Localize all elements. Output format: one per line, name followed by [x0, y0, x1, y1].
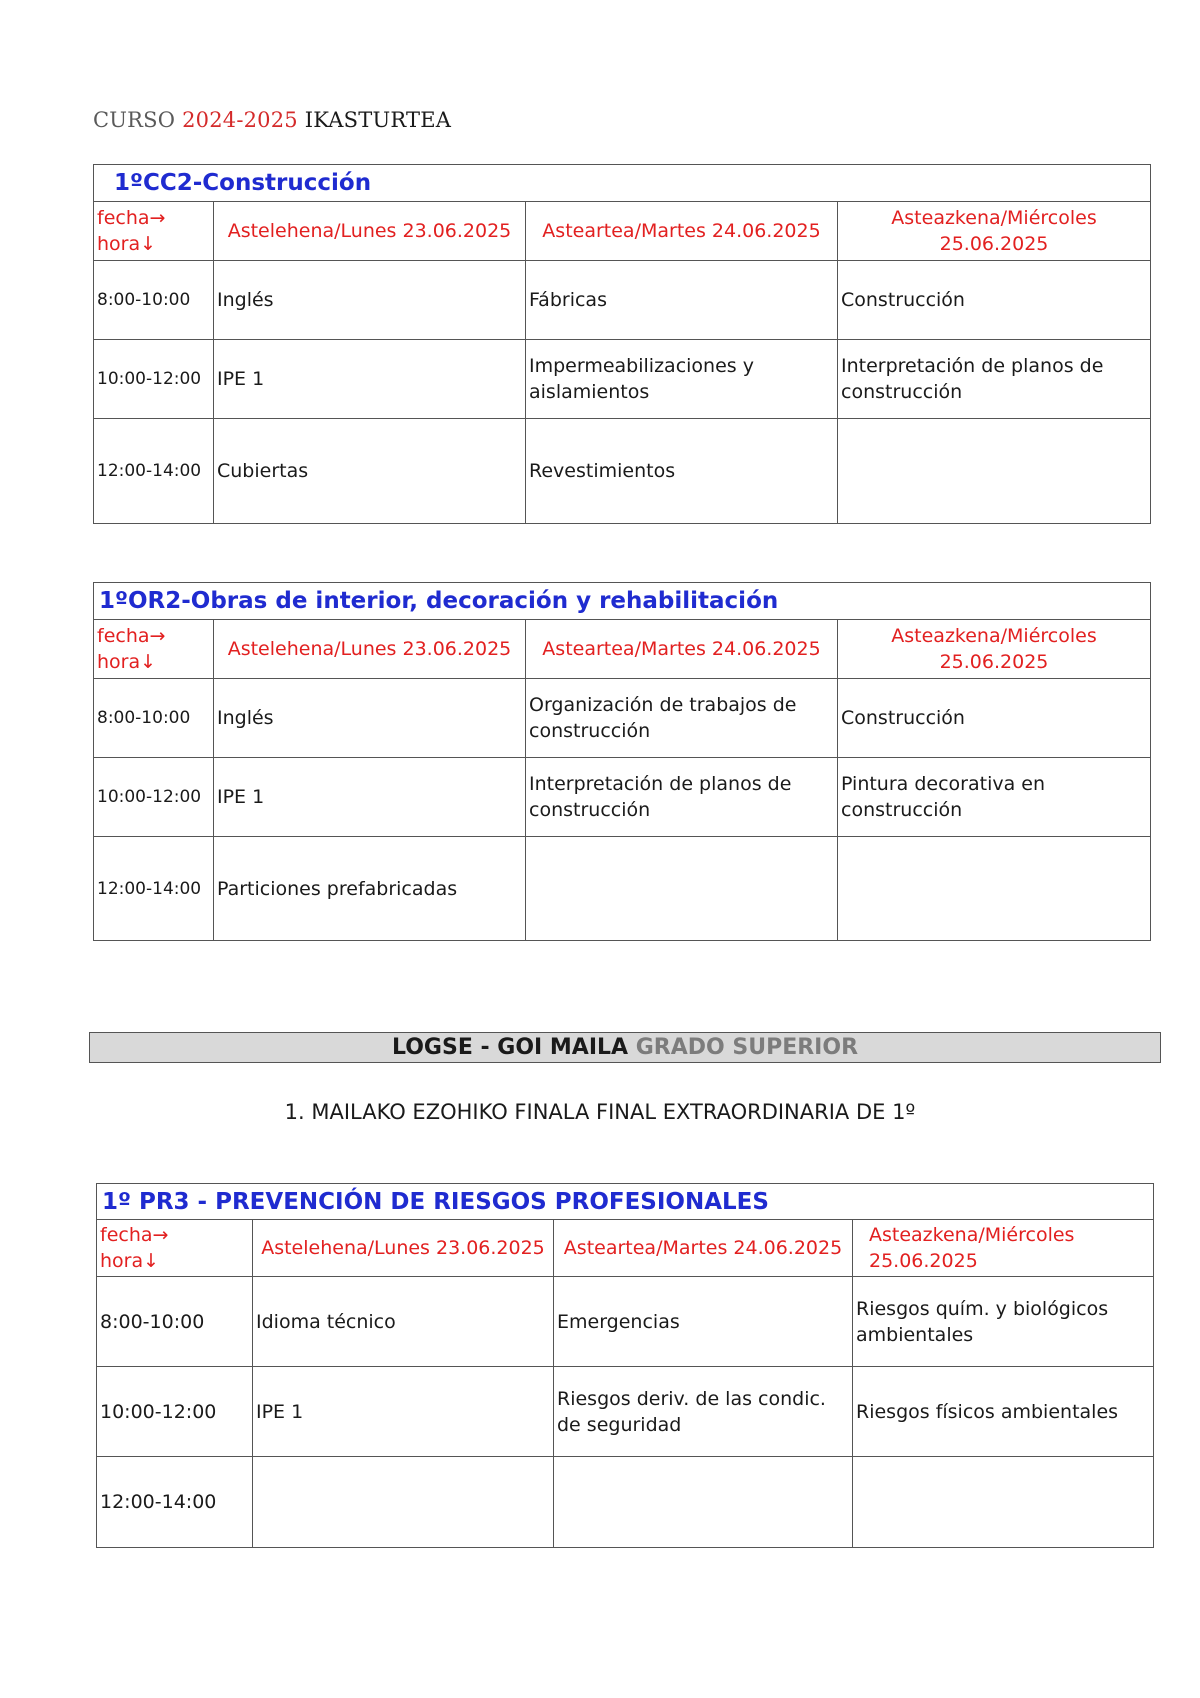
exam-cell: Organización de trabajos de construcción	[526, 679, 838, 758]
table-row	[94, 419, 1151, 524]
fecha-label: fecha→	[97, 207, 166, 229]
exam-cell	[853, 1457, 1154, 1548]
table-row	[94, 837, 1151, 941]
logse-banner	[89, 1032, 1161, 1063]
day-header: Asteartea/Martes 24.06.2025	[526, 620, 838, 679]
exam-cell: Emergencias	[554, 1277, 853, 1367]
exam-cell: Interpretación de planos de construcción	[526, 758, 838, 837]
hora-label: hora↓	[97, 651, 157, 673]
exam-cell: Revestimientos	[526, 419, 838, 524]
hora-label: hora↓	[100, 1250, 160, 1272]
fecha-label: fecha→	[100, 1224, 169, 1246]
corner-cell	[94, 202, 214, 261]
day-header: Astelehena/Lunes 23.06.2025	[253, 1220, 554, 1277]
corner-cell	[94, 620, 214, 679]
schedule-table-pr3	[96, 1183, 1154, 1548]
fecha-label: fecha→	[97, 625, 166, 647]
exam-cell: IPE 1	[253, 1367, 554, 1457]
hora-label: hora↓	[97, 233, 157, 255]
table-row	[94, 679, 1151, 758]
exam-cell: Riesgos deriv. de las condic. de seguridad	[554, 1367, 853, 1457]
exam-cell: Construcción	[838, 679, 1151, 758]
table-title: 1ºOR2-Obras de interior, decoración y rehabilitación	[94, 583, 1151, 620]
day-header: Asteartea/Martes 24.06.2025	[554, 1220, 853, 1277]
exam-cell: Pintura decorativa en construcción	[838, 758, 1151, 837]
corner-cell	[97, 1220, 253, 1277]
time-slot: 12:00-14:00	[94, 837, 214, 941]
exam-cell: Fábricas	[526, 261, 838, 340]
exam-cell: Idioma técnico	[253, 1277, 554, 1367]
day-header: Astelehena/Lunes 23.06.2025	[214, 620, 526, 679]
logse-label: LOGSE - GOI MAILA	[391, 1035, 629, 1060]
exam-cell: Construcción	[838, 261, 1151, 340]
time-slot: 8:00-10:00	[94, 679, 214, 758]
exam-cell	[526, 837, 838, 941]
year-range: 2024-2025	[182, 108, 298, 132]
exam-cell	[253, 1457, 554, 1548]
table-row	[97, 1367, 1154, 1457]
exam-cell	[554, 1457, 853, 1548]
table-row	[97, 1277, 1154, 1367]
curso-label: CURSO	[93, 108, 176, 132]
time-slot: 12:00-14:00	[94, 419, 214, 524]
ikasturtea-label: IKASTURTEA	[304, 108, 452, 132]
table-row	[97, 1457, 1154, 1548]
exam-cell: Riesgos quím. y biológicos ambientales	[853, 1277, 1154, 1367]
schedule-table-cc2	[93, 164, 1151, 524]
time-slot: 10:00-12:00	[94, 758, 214, 837]
time-slot: 8:00-10:00	[94, 261, 214, 340]
time-slot: 12:00-14:00	[97, 1457, 253, 1548]
exam-cell: Inglés	[214, 679, 526, 758]
time-slot: 10:00-12:00	[94, 340, 214, 419]
day-header: Asteartea/Martes 24.06.2025	[526, 202, 838, 261]
table-title: 1º PR3 - PREVENCIÓN DE RIESGOS PROFESIONALES	[97, 1184, 1154, 1220]
table-row	[94, 261, 1151, 340]
table-row	[94, 758, 1151, 837]
final-extraordinaria-heading: 1. MAILAKO EZOHIKO FINALA FINAL EXTRAORDINARIA DE 1º	[284, 1100, 916, 1124]
time-slot: 10:00-12:00	[97, 1367, 253, 1457]
exam-cell: Cubiertas	[214, 419, 526, 524]
exam-cell: Inglés	[214, 261, 526, 340]
day-header: Asteazkena/Miércoles 25.06.2025	[838, 202, 1151, 261]
day-header: Astelehena/Lunes 23.06.2025	[214, 202, 526, 261]
day-header: Asteazkena/Miércoles 25.06.2025	[838, 620, 1151, 679]
table-title: 1ºCC2-Construcción	[94, 165, 1151, 202]
exam-cell	[838, 419, 1151, 524]
day-header: Asteazkena/Miércoles 25.06.2025	[853, 1220, 1154, 1277]
exam-cell: IPE 1	[214, 340, 526, 419]
exam-cell: Interpretación de planos de construcción	[838, 340, 1151, 419]
exam-cell: IPE 1	[214, 758, 526, 837]
schedule-table-or2	[93, 582, 1151, 941]
course-year-heading	[93, 108, 451, 132]
exam-cell: Riesgos físicos ambientales	[853, 1367, 1154, 1457]
time-slot: 8:00-10:00	[97, 1277, 253, 1367]
exam-cell: Impermeabilizaciones y aislamientos	[526, 340, 838, 419]
table-row	[94, 340, 1151, 419]
exam-cell: Particiones prefabricadas	[214, 837, 526, 941]
exam-cell	[838, 837, 1151, 941]
grado-superior-label: GRADO SUPERIOR	[635, 1035, 859, 1060]
